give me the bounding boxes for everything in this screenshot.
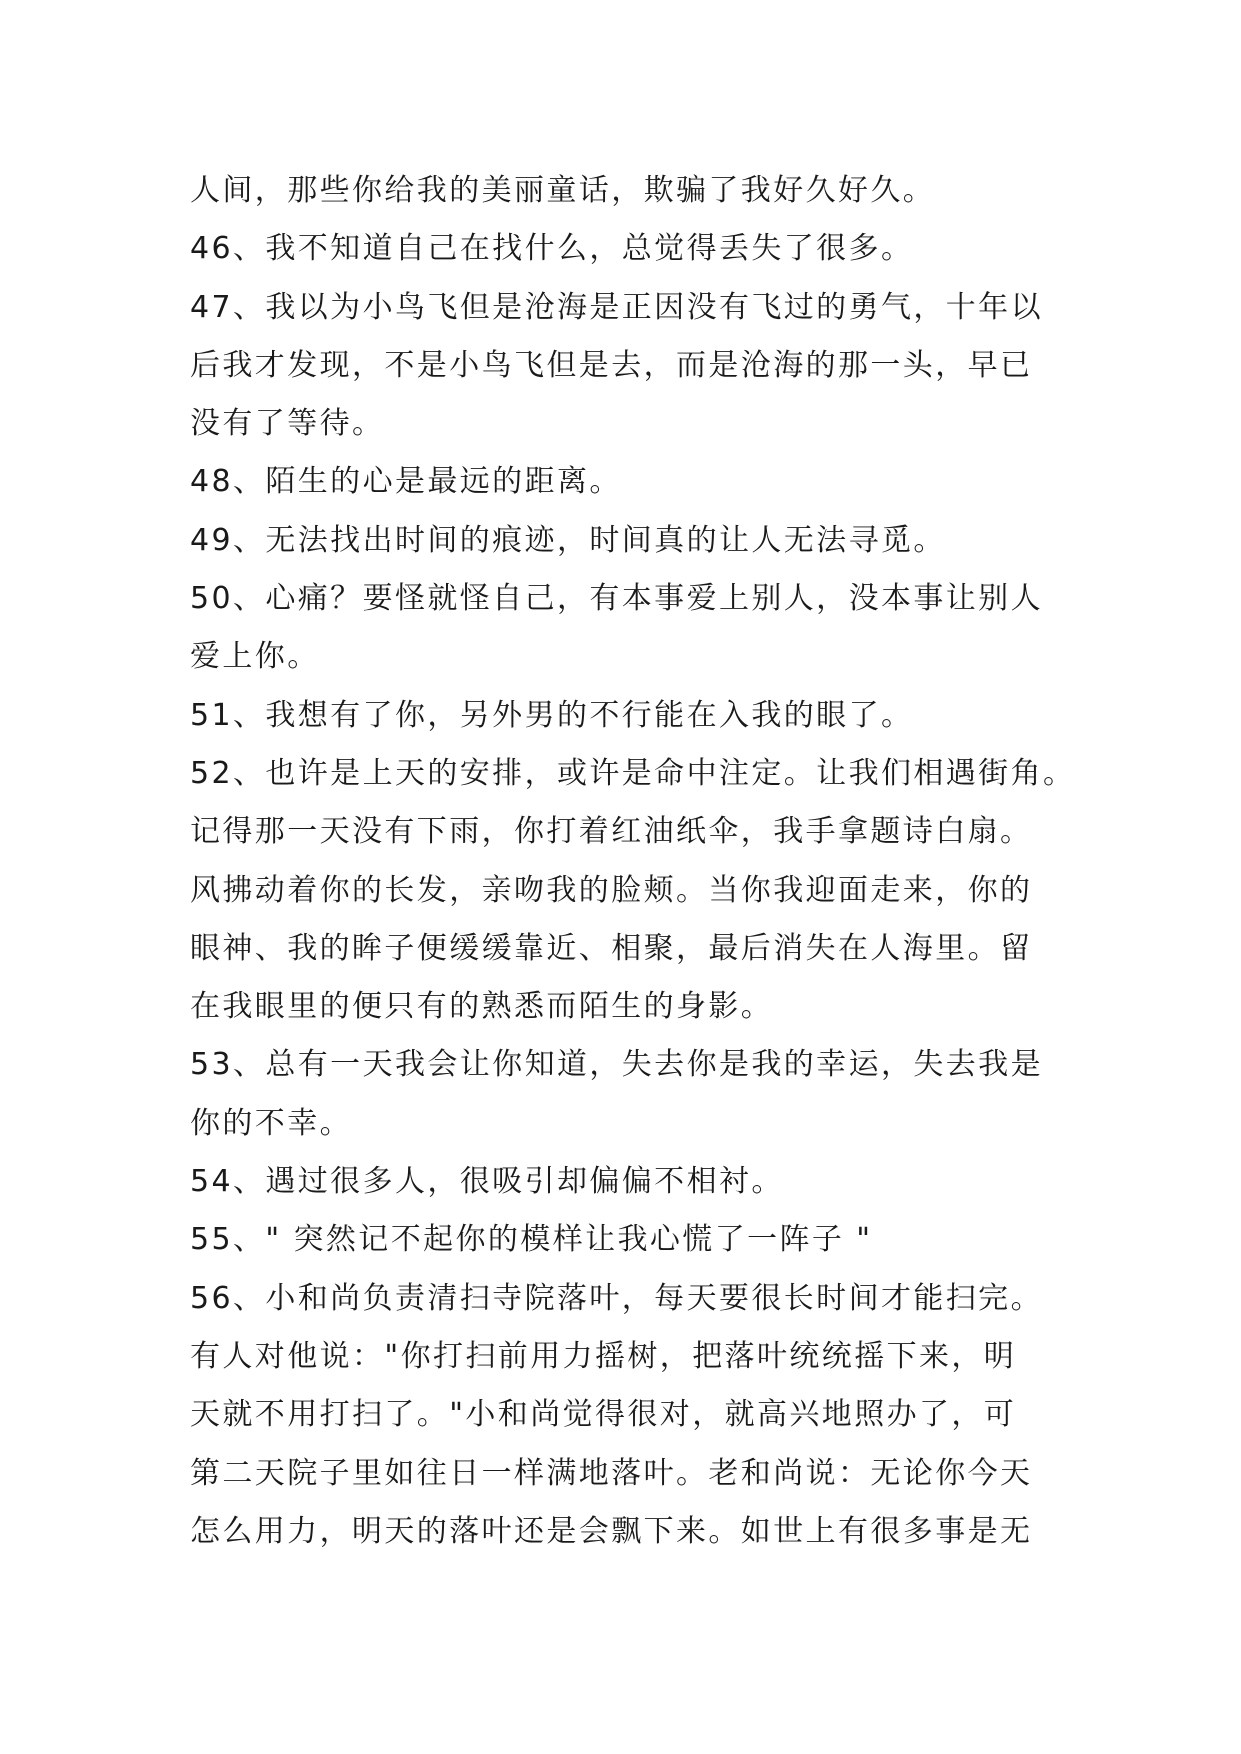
text-line: 50、心痛？要怪就怪自己，有本事爱上别人，没本事让别人	[190, 581, 1043, 617]
text-line: 天就不用打扫了。"小和尚觉得很对，就高兴地照办了，可	[190, 1397, 1017, 1433]
text-line: 在我眼里的便只有的熟悉而陌生的身影。	[190, 989, 774, 1025]
text-line: 53、总有一天我会让你知道，失去你是我的幸运，失去我是	[190, 1047, 1043, 1083]
text-line: 眼神、我的眸子便缓缓靠近、相聚，最后消失在人海里。留	[190, 930, 1033, 966]
text-line: 记得那一天没有下雨，你打着红油纸伞，我手拿题诗白扇。	[190, 814, 1033, 850]
text-line: 52、也许是上天的安排，或许是命中注定。让我们相遇街角。	[190, 755, 1076, 791]
text-line: 风拂动着你的长发，亲吻我的脸颊。当你我迎面走来，你的	[190, 872, 1033, 908]
text-line: 56、小和尚负责清扫寺院落叶，每天要很长时间才能扫完。	[190, 1280, 1043, 1316]
text-line: 没有了等待。	[190, 406, 385, 442]
text-line: 49、无法找出时间的痕迹，时间真的让人无法寻觅。	[190, 522, 946, 558]
text-line: 47、我以为小鸟飞但是沧海是正因没有飞过的勇气，十年以	[190, 289, 1043, 325]
text-line: 48、陌生的心是最远的距离。	[190, 464, 622, 500]
text-line: 怎么用力，明天的落叶还是会飘下来。如世上有很多事是无	[190, 1513, 1033, 1549]
text-line: 爱上你。	[190, 639, 320, 675]
body-text	[190, 162, 1076, 1561]
text-line: 后我才发现，不是小鸟飞但是去，而是沧海的那一头，早已	[190, 347, 1033, 383]
text-line: 46、我不知道自己在找什么，总觉得丢失了很多。	[190, 231, 914, 267]
text-line: 你的不幸。	[190, 1105, 352, 1141]
text-line: 第二天院子里如往日一样满地落叶。老和尚说：无论你今天	[190, 1455, 1033, 1491]
text-line: 54、遇过很多人，很吸引却偏偏不相衬。	[190, 1164, 784, 1200]
text-line: 有人对他说："你打扫前用力摇树，把落叶统统摇下来，明	[190, 1338, 1017, 1374]
text-line: 51、我想有了你，另外男的不行能在入我的眼了。	[190, 697, 914, 733]
text-line: 人间，那些你给我的美丽童话，欺骗了我好久好久。	[190, 173, 936, 208]
text-line: 55、" 突然记不起你的模样让我心慌了一阵子 "	[190, 1222, 873, 1258]
